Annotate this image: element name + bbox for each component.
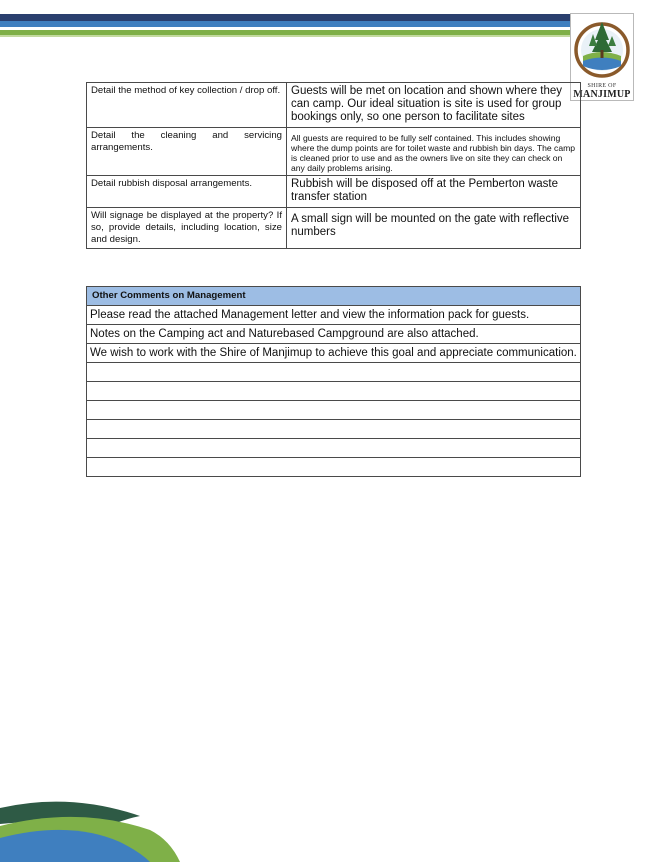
- comment-line: [87, 420, 581, 439]
- header-stripe-navy: [0, 14, 570, 21]
- logo-emblem-icon: [571, 14, 633, 84]
- comment-line: [87, 401, 581, 420]
- table-row: [87, 325, 581, 344]
- table-row: [87, 420, 581, 439]
- table-row: [87, 363, 581, 382]
- table-row: [87, 287, 581, 306]
- header-stripe-lightgreen: [0, 35, 570, 37]
- comment-line: [87, 458, 581, 477]
- comment-line: [87, 363, 581, 382]
- key-collection-question: Detail the method of key collection / drop off.: [87, 83, 287, 128]
- table-row: [87, 382, 581, 401]
- key-collection-answer: Guests will be met on location and shown where they can camp. Our ideal situation is site is used for group bookings only, so one person to facilitate sites: [287, 83, 581, 128]
- table-row: [87, 306, 581, 325]
- rubbish-question: Detail rubbish disposal arrangements.: [87, 176, 287, 208]
- footer-wave-decoration: [0, 790, 200, 862]
- table-row: [87, 439, 581, 458]
- signage-question: Will signage be displayed at the property? If so, provide details, including location, size and design.: [87, 208, 287, 249]
- cleaning-question: Detail the cleaning and servicing arrangements.: [87, 128, 287, 176]
- comment-line: [87, 382, 581, 401]
- table-row: [87, 208, 581, 249]
- management-details-table: [86, 82, 581, 249]
- table-row: [87, 128, 581, 176]
- other-comments-table: [86, 286, 581, 477]
- table-row: [87, 344, 581, 363]
- comment-line: [87, 439, 581, 458]
- table-row: [87, 458, 581, 477]
- cleaning-answer: All guests are required to be fully self contained. This includes showing where the dump points are for toilet waste and rubbish bin days. The camp is cleaned prior to use and as the owners live on site they can check on any daily problems arising.: [287, 128, 581, 176]
- rubbish-answer: Rubbish will be disposed off at the Pemberton waste transfer station: [287, 176, 581, 208]
- comment-line: We wish to work with the Shire of Manjimup to achieve this goal and appreciate communication.: [87, 344, 581, 363]
- table-row: [87, 83, 581, 128]
- logo-shire-of-text: SHIRE OF: [587, 83, 617, 89]
- table-row: [87, 176, 581, 208]
- other-comments-heading: Other Comments on Management: [87, 287, 581, 306]
- table-row: [87, 401, 581, 420]
- signage-answer: A small sign will be mounted on the gate with reflective numbers: [287, 208, 581, 249]
- logo-manjimup-text: MANJIMUP: [573, 89, 631, 100]
- comment-line: Please read the attached Management letter and view the information pack for guests.: [87, 306, 581, 325]
- comment-line: Notes on the Camping act and Naturebased Campground are also attached.: [87, 325, 581, 344]
